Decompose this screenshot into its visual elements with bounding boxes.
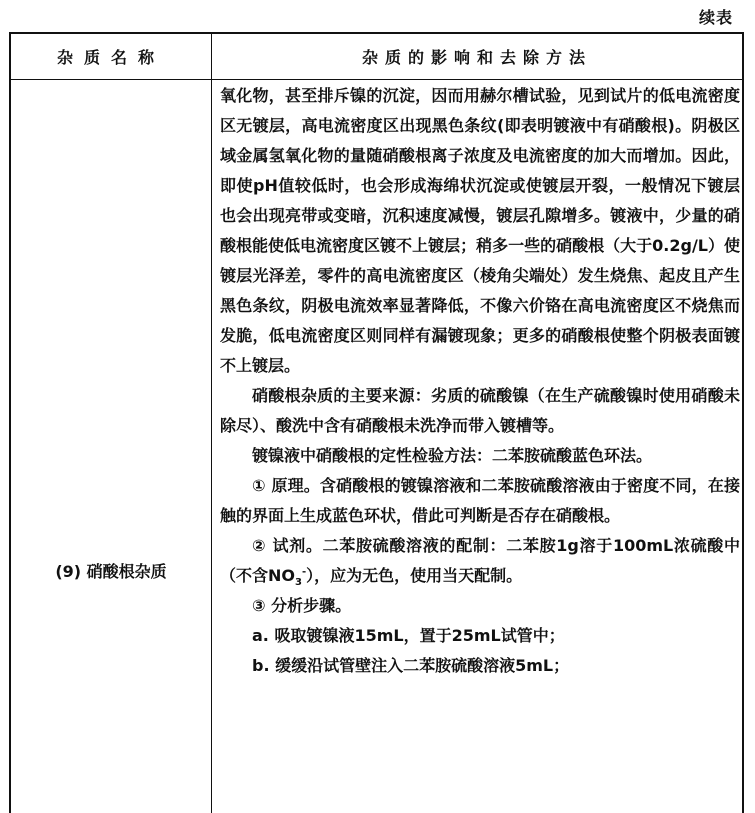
step-a: a. 吸取镀镍液15mL，置于25mL试管中；	[252, 626, 565, 645]
table-continued-caption: 续表	[698, 8, 733, 27]
header-effect-and-removal: 杂质的影响和去除方法	[361, 48, 592, 67]
formula-superscript: -	[301, 566, 307, 578]
table-header	[11, 34, 742, 80]
reagent-text: ② 试剂。二苯胺硫酸溶液的配制：二苯胺1g溶于100mL浓硫酸中（不含NO	[220, 536, 740, 585]
column-divider	[211, 34, 212, 813]
impurity-description	[220, 81, 740, 681]
reagent-text-tail: ），应为无色，使用当天配制。	[306, 566, 523, 585]
paragraph-effects: 氧化物，甚至排斥镍的沉淀，因而用赫尔槽试验，见到试片的低电流密度区无镀层，高电流密度区出现黑色条纹(即表明镀液中有硝酸根)。阴极区域金属氢氧化物的量随硝酸根离子浓度及电流密度的加大而增加。因此，即使pH值较低时，也会形成海绵状沉淀或使镀层开裂，一般情况下镀层也会出现亮带或变暗，沉积速度减慢，镀层孔隙增多。镀液中，少量的硝酸根能使低电流密度区镀不上镀层；稍多一些的硝酸根（大于0.2g/L）使镀层光泽差，零件的高电流密度区（棱角尖端处）发生烧焦、起皮且产生黑色条纹，阴极电流效率显著降低，不像六价铬在高电流密度区不烧焦而发脆，低电流密度区则同样有漏镀现象；更多的硝酸根使整个阴极表面镀不上镀层。	[220, 86, 740, 375]
paragraph-reagent	[220, 531, 740, 591]
paragraph-sources: 硝酸根杂质的主要来源：劣质的硫酸镍（在生产硫酸镍时使用硝酸未除尽）、酸洗中含有硝酸根未洗净而带入镀槽等。	[220, 386, 740, 435]
impurity-label-nitrate: (9) 硝酸根杂质	[55, 562, 167, 581]
formula-subscript: 3	[295, 577, 302, 589]
paragraph-principle: ① 原理。含硝酸根的镀镍溶液和二苯胺硫酸溶液由于密度不同，在接触的界面上生成蓝色环状，借此可判断是否存在硝酸根。	[220, 476, 740, 525]
paragraph-test-method: 镀镍液中硝酸根的定性检验方法：二苯胺硫酸蓝色环法。	[252, 446, 653, 465]
paragraph-steps-heading: ③ 分析步骤。	[252, 596, 352, 615]
impurity-table	[9, 32, 744, 813]
header-impurity-name: 杂质名称	[56, 48, 165, 67]
step-b: b. 缓缓沿试管壁注入二苯胺硫酸溶液5mL；	[252, 656, 570, 675]
